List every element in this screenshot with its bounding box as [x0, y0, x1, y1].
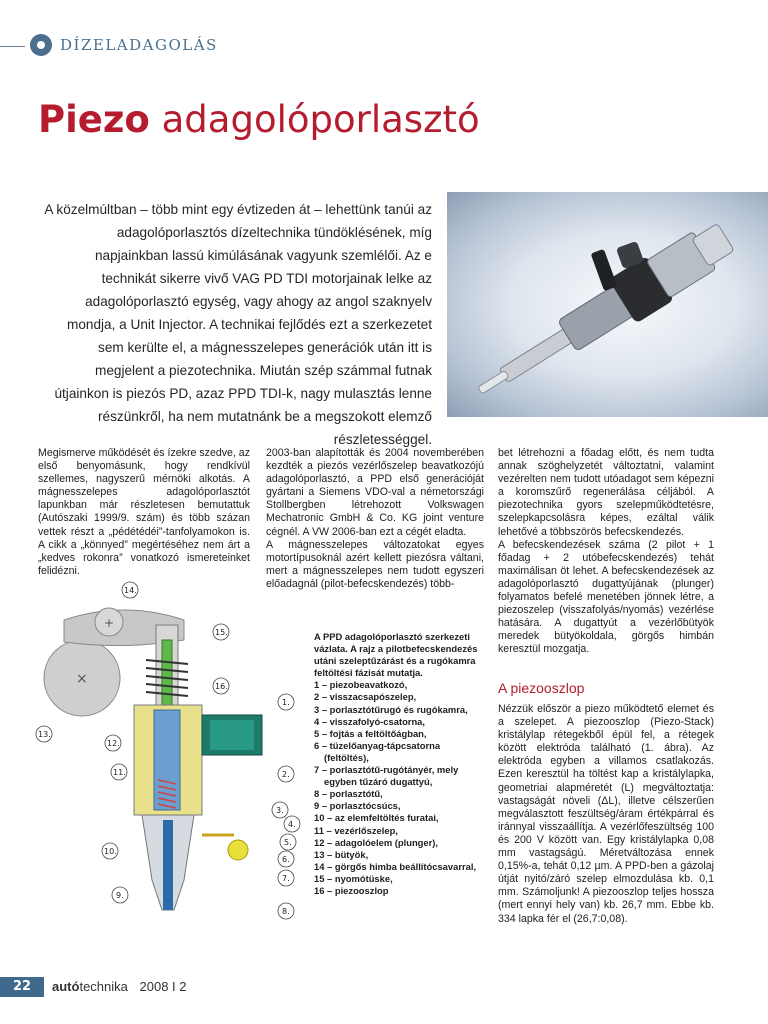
footer-masthead: [52, 979, 187, 994]
col3-paragraph-a: bet létrehozni a főadag előtt, és nem tudta annak szöghelyzetét változtatni, valamint vezérelten nem tudott utóadagot sem képezni a koromszűrő regenerálása céljából. A piezotechnika gyors szelepműködtetésre, szelepkapcsolásra képes, ezáltal válik lehetővé a többszörös befecskendezés.: [498, 447, 714, 538]
caption-item: 14 – görgős himba beállítócsavarral,: [314, 860, 477, 872]
col3-paragraph-b: A befecskendezések száma (2 pilot + 1 főadag + 2 utóbefecskendezés) tehát maximálisan öt lehet. A befecskendezések az adagolóporlasztó dugattyújának (plunger) folyamatos befelé menetében jönnek létre, a piezoszelep (visszafolyás/nyomás) vezérlése hatására. A dugattyút a vezérlőbütyök meredek bütyökoldala, görgős himbán keresztül mozgatja.: [498, 538, 714, 656]
injector-photo: [447, 192, 768, 417]
caption-item: 15 – nyomótüske,: [314, 872, 393, 884]
caption-item: 7 – porlasztótű-rugótányér, mely egyben tűzáró dugattyú,: [314, 764, 459, 788]
callout-label: 12.: [107, 739, 120, 748]
section-header: DÍZELADAGOLÁS: [60, 36, 218, 54]
body-column-1: [38, 447, 250, 578]
caption-item: 12 – adagolóelem (plunger),: [314, 836, 438, 848]
title-bold: Piezo: [38, 98, 150, 141]
caption-item: 8 – porlasztótű,: [314, 788, 383, 800]
caption-item: 4 – visszafolyó-csatorna,: [314, 715, 425, 727]
col2-paragraph-a: 2003-ban alapították és 2004 novemberében kezdték a piezós vezérlőszelep beavatkozójú adagolóporlasztó, a PPD első generációját gyártani a Siemens VDO-val a németországi Stollbergben létrehozott Volkswagen Mechatronic GmbH & Co. KG joint venture cégnél. A VW 2006-ban ezt a cégét eladta.: [266, 447, 484, 538]
footer-issue: 2008 I 2: [139, 979, 187, 994]
callout-label: 3.: [276, 806, 284, 815]
caption-item: 3 – porlasztótűrugó és rugókamra,: [314, 703, 468, 715]
body-column-3-continued: [498, 703, 714, 926]
caption-item: 9 – porlasztócsúcs,: [314, 800, 401, 812]
caption-item: 13 – bütyök,: [314, 848, 369, 860]
svg-text:×: ×: [76, 671, 88, 687]
injector-diagram: [34, 580, 309, 940]
callout-label: 9.: [116, 891, 124, 900]
svg-text:+: +: [104, 616, 115, 630]
caption-item: 11 – vezérlőszelep,: [314, 824, 398, 836]
title-rest: adagolóporlasztó: [161, 98, 480, 141]
caption-item: 6 – tüzelőanyag-tápcsatorna (feltöltés),: [314, 739, 441, 763]
col1-paragraph: Megismerve működését és ízekre szedve, az első benyomásunk, hogy rendkívül szellemes, nagyszerű mérnöki alkotás. A mágnesszelepes adagolóporlasztót lapunkban már részletesen bemutattuk (Autószaki 1999/9. szám) és több százan vettek részt a „pédétédéi”-tanfolyamokon is. A cikk a „könnyed” megértéséhez nem árt a „kedves rokonra” vonatkozó ismereteinket felidézni.: [38, 447, 250, 577]
callout-label: 10.: [104, 847, 117, 856]
callout-label: 11.: [113, 768, 126, 777]
caption-item: 16 – piezooszlop: [314, 884, 389, 896]
callout-label: 2.: [282, 770, 290, 779]
footer-brand-bold: autó: [52, 979, 80, 994]
body-column-2: [266, 447, 484, 591]
callout-label: 7.: [282, 874, 290, 883]
page-number: 22: [0, 977, 44, 997]
caption-item: 2 – visszacsapószelep,: [314, 691, 417, 703]
caption-legend-list: [314, 679, 484, 897]
body-column-3: [498, 447, 714, 657]
caption-intro: A PPD adagolóporlasztó szerkezeti vázlata. A rajz a pilotbefecskendezés utáni szeleptűzárást és a rugókamra feltöltési fázisát mutatja.: [314, 631, 478, 679]
header-rule: [0, 46, 25, 47]
caption-item: 5 – fojtás a feltöltőágban,: [314, 727, 427, 739]
callout-label: 5.: [284, 838, 292, 847]
section-logo-icon: [30, 34, 52, 56]
injector-photo-illustration: [447, 192, 768, 417]
callout-label: 4.: [288, 820, 296, 829]
caption-item: 10 – az elemfeltöltés furatai,: [314, 812, 439, 824]
col3-paragraph-c: Nézzük először a piezo működtető elemet és a szelepet. A piezooszlop (Piezo-Stack) kristálylap rétegekből épül fel, a rétegek között elektróda található (1. ábra). Az elektróda egyben a villamos csatlakozás. Ezen keresztül ha töltést kap a kristálylapka, geometriai alapméretét (L) megváltoztatja: vastagságát növeli (ΔL), illetve célszerűen megválasztott feszültség/áram értékpárral és iránnyal visszaállítja. A vezérlőfeszültség 100 és 200 V között van. Egy kristálylapka 0,08 mm vastagságú. Méretváltozása ennek 0,15%-a, tehát 0,12 µm. A PPD-ben a gázolaj útját nyitó/záró szelep elmozdulása kb. 0,1 mm. Számoljunk! A piezooszlop teljes hossza (mert ennyi hely van) kb. 26,7 mm. Ebbe kb. 334 lapka fér el (26,7:0,08).: [498, 703, 714, 925]
callout-label: 8.: [282, 907, 290, 916]
callout-label: 13.: [38, 730, 51, 739]
col2-paragraph-b: A mágnesszelepes változatokat egyes motortípusoknál azért kellett piezósra váltani, mert a mágnesszelepes nem tudott egyszeri előadagnál (pilot-befecskendezés) több-: [266, 538, 484, 590]
callout-label: 1.: [282, 698, 290, 707]
injector-schematic: [34, 580, 309, 940]
caption-item: 1 – piezobeavatkozó,: [314, 679, 408, 691]
callout-label: 15.: [215, 628, 228, 637]
section-subheading: A piezooszlop: [498, 680, 585, 696]
article-title: [38, 98, 480, 141]
callout-label: 16.: [215, 682, 228, 691]
lead-paragraph: A közelmúltban – több mint egy évtizeden át – lehettünk tanúi az adagolóporlasztós dízeltechnika tündöklésének, míg napjainkban lassú kimúlásának vagyunk szemlélői. Az e technikát sikerre vivő VAG PD TDI motorjainak lelke az adagolóporlasztó egység, vagy ahogy az angol szaknyelv mondja, a Unit Injector. A technikai fejlődés ezt a szerkezetet sem kerülte el, a mágnesszelepes generációk után itt is megjelent a piezotechnika. Miután szép számmal futnak útjainkon is piezós PD, azaz PPD TDI-k, nagy mulasztás lenne részünkről, ha nem mutatnánk be a megszokott elemző részletességgel.: [44, 202, 432, 447]
diagram-caption: [314, 631, 484, 897]
footer-brand-rest: technika: [79, 979, 128, 994]
callout-label: 14.: [124, 586, 137, 595]
callout-label: 6.: [282, 855, 290, 864]
